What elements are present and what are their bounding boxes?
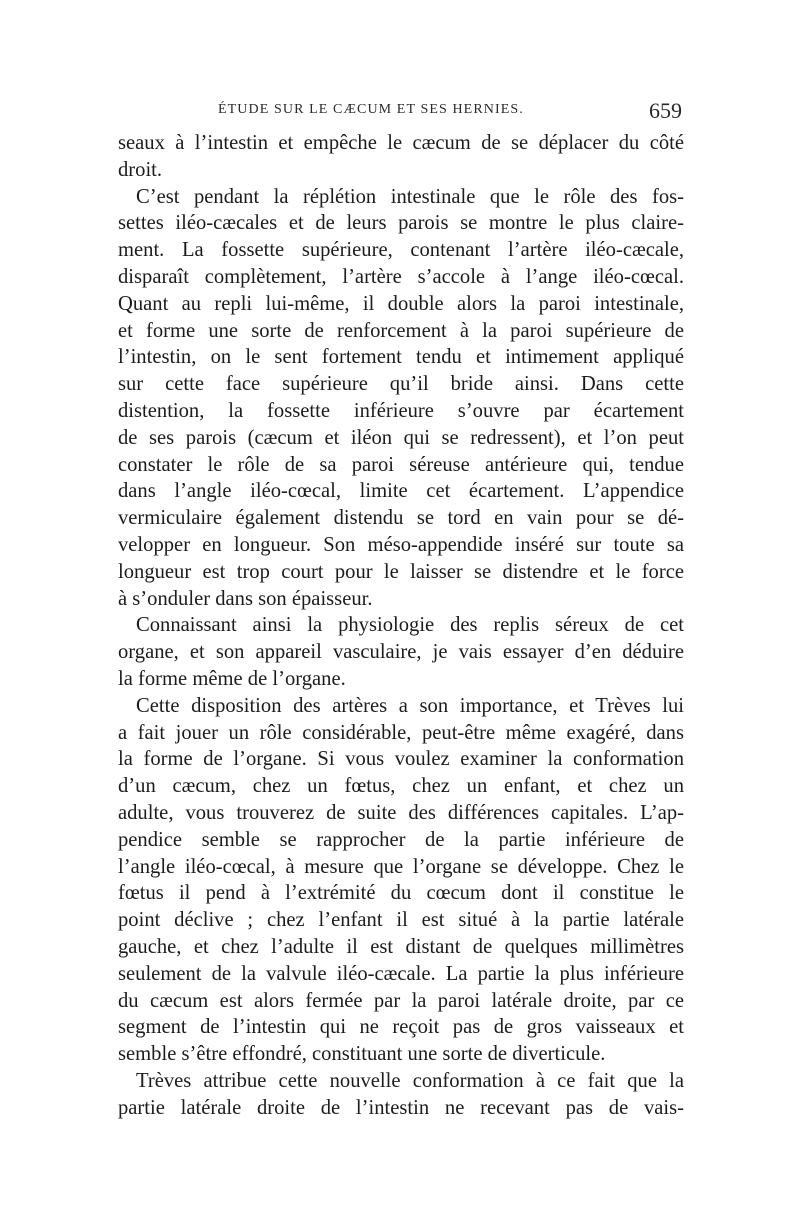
- text-line: adulte, vous trouverez de suite des différences capitales. L’ap-: [118, 801, 684, 824]
- text-line: du cæcum est alors fermée par la paroi latérale droite, par ce: [118, 989, 684, 1012]
- text-line: sur cette face supérieure qu’il bride ainsi. Dans cette: [118, 373, 684, 396]
- text-line: la forme de l’organe. Si vous voulez examiner la conformation: [118, 748, 684, 771]
- text-line: dans l’angle iléo-cœcal, limite cet écartement. L’appendice: [118, 480, 684, 503]
- text-line: partie latérale droite de l’intestin ne recevant pas de vais-: [118, 1096, 684, 1119]
- text-line: d’un cæcum, chez un fœtus, chez un enfant, et chez un: [118, 775, 684, 798]
- text-line: Trèves attribue cette nouvelle conformation à ce fait que la: [136, 1069, 684, 1092]
- text-line: longueur est trop court pour le laisser se distendre et le force: [118, 560, 684, 583]
- text-line: de ses parois (cæcum et iléon qui se redressent), et l’on peut: [118, 426, 684, 449]
- page-number: 659: [649, 98, 682, 123]
- page-header: [118, 98, 684, 128]
- text-line: Quant au repli lui-même, il double alors la paroi intestinale,: [118, 292, 684, 315]
- text-line: pendice semble se rapprocher de la partie inférieure de: [118, 828, 684, 851]
- text-line: seulement de la valvule iléo-cæcale. La partie la plus inférieure: [118, 962, 684, 985]
- text-line: segment de l’intestin qui ne reçoit pas de gros vaisseaux et: [118, 1016, 684, 1039]
- text-line: ment. La fossette supérieure, contenant l’artère iléo-cæcale,: [118, 239, 684, 262]
- text-line: et forme une sorte de renforcement à la paroi supérieure de: [118, 319, 684, 342]
- text-line: settes iléo-cæcales et de leurs parois se montre le plus claire-: [118, 212, 684, 235]
- text-line: fœtus il pend à l’extrémité du cœcum dont il constitue le: [118, 882, 684, 905]
- text-line: C’est pendant la réplétion intestinale que le rôle des fos-: [136, 185, 684, 208]
- text-line: organe, et son appareil vasculaire, je vais essayer d’en déduire: [118, 641, 684, 664]
- text-line: a fait jouer un rôle considérable, peut-être même exagéré, dans: [118, 721, 684, 744]
- text-line: gauche, et chez l’adulte il est distant de quelques millimètres: [118, 935, 684, 958]
- text-line: constater le rôle de sa paroi séreuse antérieure qui, tendue: [118, 453, 684, 476]
- text-line: disparaît complètement, l’artère s’accole à l’ange iléo-cœcal.: [118, 265, 684, 288]
- text-line: à s’onduler dans son épaisseur.: [118, 587, 373, 610]
- text-line: la forme même de l’organe.: [118, 667, 346, 690]
- body-text: [118, 130, 684, 1121]
- text-line: distention, la fossette inférieure s’ouvre par écartement: [118, 399, 684, 422]
- text-line: vermiculaire également distendu se tord en vain pour se dé-: [118, 507, 684, 530]
- text-line: droit.: [118, 158, 163, 181]
- text-line: seaux à l’intestin et empêche le cæcum de se déplacer du côté: [118, 132, 684, 154]
- text-line: Cette disposition des artères a son importance, et Trèves lui: [136, 694, 684, 717]
- text-line: velopper en longueur. Son méso-appendide inséré sur toute sa: [118, 533, 684, 556]
- text-line: semble s’être effondré, constituant une sorte de diverticule.: [118, 1043, 606, 1066]
- running-title: ÉTUDE SUR LE CÆCUM ET SES HERNIES.: [218, 102, 524, 117]
- text-line: l’angle iléo-cœcal, à mesure que l’organe se développe. Chez le: [118, 855, 684, 878]
- text-line: point déclive ; chez l’enfant il est situé à la partie latérale: [118, 909, 684, 932]
- text-line: l’intestin, on le sent fortement tendu et intimement appliqué: [118, 346, 684, 369]
- text-line: Connaissant ainsi la physiologie des replis séreux de cet: [136, 614, 684, 637]
